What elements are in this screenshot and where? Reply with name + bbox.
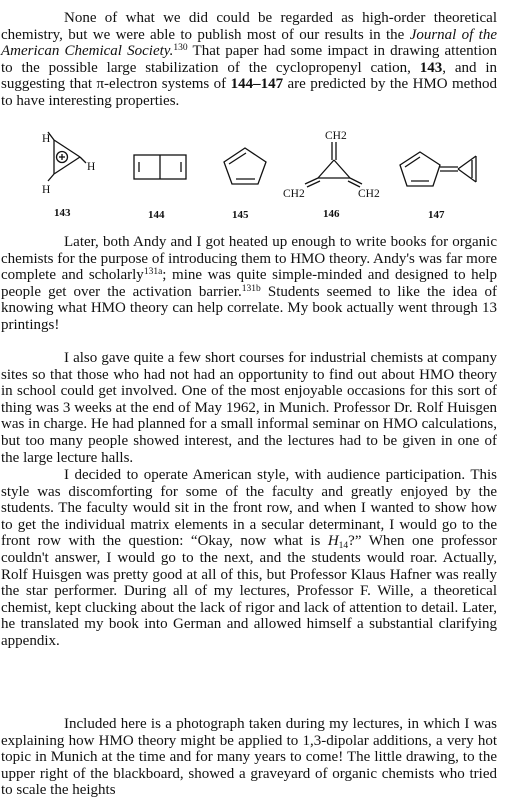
- paragraph-4-text-a: I decided to operate American style, with audience participation. This style was discomforting for some of the faculty and greatly enjoyed by the students. The faculty would sit in the front row, and when I wanted to show how to get the individual matrix elements in a secular determinant, I would go to the front row with the question: “Okay, now what is: [1, 467, 497, 550]
- paragraph-5-text: Included here is a photograph taken during my lectures, in which I was explaining how HMO theory might be applied to 1,3-dipolar additions, a very hot topic in Munich at the time and for many years to come! The little drawing, to the upper right of the blackboard, showed a graveyard of organic chemists who tried to scale the heights: [1, 716, 497, 799]
- paragraph-3-text: I also gave quite a few short courses for industrial chemists at company sites so that those who had not had an opportunity to find out about HMO theory in school could get involved. One of the most enjoyable occasions for this sort of thing was 3 weeks at the end of May 1962, in Munich. Professor Dr. Rolf Huisgen was in charge. He had planned for a small informal seminar on HMO calculations, but too many people showed interest, and the lectures had to be given in one of the large lecture halls.: [1, 350, 497, 466]
- paragraph-1-text-c: , and in suggesting that π-electron systems of: [1, 59, 497, 93]
- structure-144: [134, 155, 186, 179]
- paragraph-4-text-b: ?” When one professor couldn't answer, I would go to the next, and the students would roar. Actually, Rolf Huisgen was pretty good at all of this, but Professor Klaus Hafner was really the star performer. During all of my lectures, Professor F. Wille, a theoretical chemist, kept clucking about the lack of rigor and lack of attention to detail. Later, he translated my book into German and allowed himself a substantial clarifying appendix.: [1, 533, 497, 649]
- structure-146-atom-ch2-left: CH2: [283, 188, 305, 200]
- matrix-element-subscript: 14: [338, 541, 349, 552]
- paragraph-2-text-b: ; mine was quite simple-minded and designed to help people get over the activation barrier.: [1, 267, 497, 300]
- matrix-element-symbol: H: [327, 533, 339, 550]
- compound-ref-143: 143: [419, 59, 443, 76]
- reference-131b: 131b: [241, 283, 261, 294]
- paragraph-2-text-c: Students seemed to like the idea of knowing what HMO theory can help correlate. My book actually went through 13 printings!: [1, 283, 497, 333]
- paragraph-5: [1, 716, 497, 799]
- paragraph-3: [1, 350, 497, 466]
- structure-146-caption: 146: [323, 208, 340, 220]
- structure-143-atom-h-bottom: H: [42, 184, 51, 196]
- paragraph-2: [1, 234, 497, 334]
- paragraph-4: [1, 467, 497, 650]
- structures-figure: [0, 118, 520, 222]
- structure-146-atom-ch2-right: CH2: [358, 188, 380, 200]
- structure-143: [48, 132, 86, 181]
- structure-145-caption: 145: [232, 209, 249, 221]
- journal-title: Journal of the American Chemical Society.: [1, 26, 498, 60]
- structure-143-caption: 143: [54, 207, 71, 219]
- structure-147: [400, 152, 476, 186]
- structures-drawing: [0, 118, 520, 222]
- paragraph-2-text-a: Later, both Andy and I got heated up enough to write books for organic chemists for the purpose of introducing them to HMO theory. Andy's was far more complete and scholarly: [1, 234, 497, 284]
- paragraph-1-text-a: None of what we did could be regarded as high-order theoretical chemistry, but we were able to publish most of our results in the: [1, 10, 497, 43]
- paragraph-1-text-b: That paper had some impact in drawing attention to the possible large stabilization of the cyclopropenyl cation,: [1, 43, 497, 76]
- structure-143-atom-h-right: H: [87, 161, 96, 173]
- structure-145: [224, 148, 266, 184]
- structure-146: [305, 142, 362, 187]
- reference-131a: 131a: [143, 267, 163, 278]
- structure-147-caption: 147: [428, 209, 445, 221]
- reference-130: 130: [173, 43, 188, 54]
- paragraph-1-text-d: are predicted by the HMO method to have interesting properties.: [1, 76, 497, 109]
- paragraph-1: [1, 10, 497, 110]
- structure-146-atom-ch2-top: CH2: [325, 130, 347, 142]
- structure-144-caption: 144: [148, 209, 165, 221]
- compound-ref-144-147: 144–147: [230, 76, 284, 93]
- structure-143-atom-h-top: H: [42, 133, 51, 145]
